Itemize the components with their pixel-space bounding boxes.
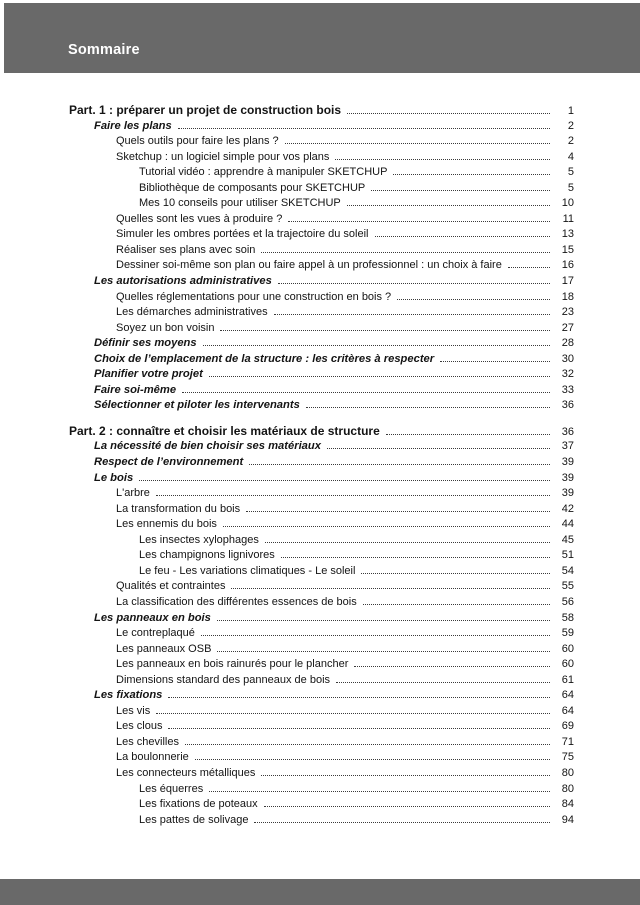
toc-page-number: 36 (561, 399, 574, 412)
toc-entry-label: Les démarches administratives (116, 306, 268, 319)
dotted-leader (371, 189, 550, 191)
toc-entry-label: La nécessité de bien choisir ses matériaux (94, 440, 321, 453)
toc-page-number: 13 (561, 228, 574, 241)
toc-page-number: 58 (561, 611, 574, 624)
dotted-leader (168, 696, 550, 698)
toc-entry (69, 673, 574, 689)
toc-page-number: 54 (561, 564, 574, 577)
toc-entry-label: Quelles sont les vues à produire ? (116, 212, 283, 225)
dotted-leader (217, 650, 550, 652)
toc-entry (69, 424, 574, 440)
toc-entry-label: Les ennemis du bois (116, 518, 217, 531)
toc-entry (69, 719, 574, 735)
toc-entry (69, 398, 574, 414)
toc-entry-label: La transformation du bois (116, 502, 241, 515)
toc-entry (69, 134, 574, 150)
toc-entry (69, 750, 574, 766)
toc-entry (69, 439, 574, 455)
toc-page-number: 39 (561, 456, 574, 469)
dotted-leader (265, 541, 550, 543)
dotted-leader (156, 712, 550, 714)
toc-entry-label: Le bois (94, 471, 134, 484)
toc-entry-label: Les équerres (139, 782, 204, 795)
toc-entry (69, 797, 574, 813)
toc-entry (69, 548, 574, 564)
toc-entry-label: Faire soi-même (94, 383, 177, 396)
dotted-leader (261, 774, 550, 776)
toc-entry-label: Les chevilles (116, 735, 179, 748)
toc-page-number: 69 (561, 720, 574, 733)
toc-entry (69, 533, 574, 549)
dotted-leader (274, 313, 550, 315)
toc-entry (69, 564, 574, 580)
toc-entry-label: Réaliser ses plans avec soin (116, 243, 256, 256)
toc-entry (69, 517, 574, 533)
toc-entry-label: Le feu - Les variations climatiques - Le soleil (139, 564, 356, 577)
dotted-leader (285, 142, 550, 144)
toc-page-number: 45 (561, 533, 574, 546)
toc-entry (69, 657, 574, 673)
toc-entry (69, 305, 574, 321)
dotted-leader (178, 127, 550, 129)
toc-page-number: 39 (561, 471, 574, 484)
footer-band (0, 879, 640, 905)
toc-entry (69, 212, 574, 228)
toc-entry-label: Les pattes de solivage (139, 813, 249, 826)
toc-page-number: 44 (561, 518, 574, 531)
toc-page-number: 32 (561, 368, 574, 381)
toc-page-number: 5 (567, 166, 574, 179)
dotted-leader (508, 266, 550, 268)
dotted-leader (386, 433, 550, 435)
dotted-leader (393, 173, 550, 175)
toc-entry-label: Les panneaux en bois (94, 611, 211, 624)
toc-entry (69, 626, 574, 642)
dotted-leader (231, 587, 550, 589)
page-title: Sommaire (68, 42, 140, 58)
toc-page-number: 16 (561, 259, 574, 272)
dotted-leader (347, 112, 550, 114)
dotted-leader (201, 634, 550, 636)
dotted-leader (264, 805, 550, 807)
dotted-leader (195, 758, 550, 760)
toc-entry-label: Les champignons lignivores (139, 549, 275, 562)
toc-entry-label: Les vis (116, 704, 151, 717)
dotted-leader (254, 821, 550, 823)
toc-page-number: 64 (561, 704, 574, 717)
dotted-leader (220, 329, 550, 331)
toc-entry-label: La classification des différentes essences de bois (116, 595, 357, 608)
toc-entry (69, 196, 574, 212)
dotted-leader (209, 790, 550, 792)
toc-entry (69, 352, 574, 368)
toc-entry-label: L'arbre (116, 487, 150, 500)
toc-entry (69, 321, 574, 337)
toc-entry (69, 688, 574, 704)
toc-entry (69, 579, 574, 595)
toc-entry-label: Les panneaux en bois rainurés pour le plancher (116, 658, 349, 671)
toc-entry (69, 704, 574, 720)
dotted-leader (203, 344, 550, 346)
toc-entry-label: Les fixations de poteaux (139, 798, 258, 811)
toc-entry (69, 227, 574, 243)
toc-entry (69, 735, 574, 751)
header-band (4, 3, 640, 73)
toc-page-number: 2 (567, 135, 574, 148)
dotted-leader (288, 220, 550, 222)
toc-entry-label: Sélectionner et piloter les intervenants (94, 399, 300, 412)
dotted-leader (361, 572, 550, 574)
toc-entry-label: Les insectes xylophages (139, 533, 259, 546)
toc-entry (69, 782, 574, 798)
toc-page-number: 39 (561, 487, 574, 500)
toc-entry-label: Les fixations (94, 689, 163, 702)
toc-entry (69, 595, 574, 611)
toc-entry-label: Les panneaux OSB (116, 642, 212, 655)
toc-entry-label: Part. 1 : préparer un projet de construction bois (69, 103, 342, 117)
toc-entry-label: Simuler les ombres portées et la trajectoire du soleil (116, 228, 369, 241)
toc-page-number: 2 (567, 119, 574, 132)
dotted-leader (440, 360, 550, 362)
toc-entry (69, 165, 574, 181)
dotted-leader (246, 510, 550, 512)
dotted-leader (182, 391, 550, 393)
toc-page-number: 15 (561, 243, 574, 256)
toc-entry-label: Soyez un bon voisin (116, 321, 215, 334)
dotted-leader (156, 494, 550, 496)
toc-entry-label: Respect de l’environnement (94, 456, 244, 469)
toc-entry-label: Les clous (116, 720, 163, 733)
dotted-leader (261, 251, 550, 253)
dotted-leader (363, 603, 550, 605)
toc-entry (69, 766, 574, 782)
toc-page-number: 28 (561, 337, 574, 350)
dotted-leader (249, 463, 550, 465)
toc-page-number: 42 (561, 502, 574, 515)
toc-page-number: 11 (562, 212, 574, 225)
toc-page-number: 64 (561, 689, 574, 702)
toc-page-number: 80 (561, 766, 574, 779)
toc-page-number: 56 (561, 595, 574, 608)
toc-entry (69, 813, 574, 829)
toc-entry-label: Part. 2 : connaître et choisir les matériaux de structure (69, 423, 380, 438)
dotted-leader (336, 681, 550, 683)
toc-page-number: 18 (561, 290, 574, 303)
toc-entry (69, 486, 574, 502)
toc-entry (69, 243, 574, 259)
toc-page-number: 27 (561, 321, 574, 334)
toc-entry-label: Mes 10 conseils pour utiliser SKETCHUP (139, 197, 341, 210)
toc-entry-label: Quels outils pour faire les plans ? (116, 135, 279, 148)
toc-entry-label: Qualités et contraintes (116, 580, 226, 593)
toc-page-number: 23 (561, 306, 574, 319)
dotted-leader (185, 743, 550, 745)
dotted-leader (327, 447, 550, 449)
toc-page-number: 71 (561, 735, 574, 748)
dotted-leader (278, 282, 550, 284)
toc-entry (69, 103, 574, 119)
toc-entry-label: Définir ses moyens (94, 337, 197, 350)
dotted-leader (347, 204, 550, 206)
toc-entry-label: Planifier votre projet (94, 368, 203, 381)
dotted-leader (168, 727, 550, 729)
toc-entry-label: Les autorisations administratives (94, 275, 272, 288)
toc-entry-label: Bibliothèque de composants pour SKETCHUP (139, 181, 366, 194)
toc-entry-label: Dessiner soi-même son plan ou faire appel à un professionnel : un choix à faire (116, 259, 502, 272)
toc-page-number: 36 (561, 425, 574, 438)
toc-page-number: 10 (561, 197, 574, 210)
toc-page-number: 75 (561, 751, 574, 764)
toc-entry (69, 471, 574, 487)
dotted-leader (139, 479, 550, 481)
toc-entry-label: Les connecteurs métalliques (116, 766, 256, 779)
toc-entry-label: Quelles réglementations pour une construction en bois ? (116, 290, 392, 303)
toc-entry-label: Tutorial vidéo : apprendre à manipuler SKETCHUP (139, 166, 388, 179)
toc-entry (69, 336, 574, 352)
toc-page-number: 51 (561, 549, 574, 562)
toc-page-number: 17 (561, 275, 574, 288)
toc-entry-label: Dimensions standard des panneaux de bois (116, 673, 331, 686)
toc-entry (69, 290, 574, 306)
toc-page-number: 5 (567, 181, 574, 194)
dotted-leader (217, 619, 550, 621)
toc-page-number: 84 (561, 798, 574, 811)
toc-page-number: 61 (561, 673, 574, 686)
toc-entry (69, 383, 574, 399)
toc-entry (69, 611, 574, 627)
toc-entry (69, 181, 574, 197)
toc-entry (69, 367, 574, 383)
toc (69, 103, 574, 828)
dotted-leader (223, 525, 550, 527)
dotted-leader (375, 235, 550, 237)
toc-entry (69, 455, 574, 471)
toc-page-number: 1 (567, 105, 574, 117)
toc-entry (69, 258, 574, 274)
toc-page-number: 30 (561, 352, 574, 365)
toc-entry (69, 642, 574, 658)
toc-entry-label: Faire les plans (94, 119, 172, 132)
toc-entry-label: Sketchup : un logiciel simple pour vos plans (116, 150, 330, 163)
toc-page-number: 37 (561, 440, 574, 453)
toc-entry-label: Le contreplaqué (116, 627, 195, 640)
dotted-leader (209, 375, 550, 377)
toc-page-number: 94 (561, 813, 574, 826)
dotted-leader (306, 406, 550, 408)
toc-entry (69, 119, 574, 135)
toc-page-number: 59 (561, 627, 574, 640)
toc-page-number: 55 (561, 580, 574, 593)
dotted-leader (354, 665, 550, 667)
dotted-leader (281, 556, 550, 558)
toc-entry (69, 150, 574, 166)
toc-page-number: 60 (561, 642, 574, 655)
toc-page-number: 4 (567, 150, 574, 163)
toc-entry-label: Choix de l’emplacement de la structure : les critères à respecter (94, 352, 435, 365)
dotted-leader (335, 158, 550, 160)
toc-entry (69, 274, 574, 290)
toc-page-number: 33 (561, 383, 574, 396)
dotted-leader (397, 298, 550, 300)
toc-entry (69, 502, 574, 518)
toc-page-number: 80 (561, 782, 574, 795)
toc-page-number: 60 (561, 658, 574, 671)
toc-entry-label: La boulonnerie (116, 751, 189, 764)
